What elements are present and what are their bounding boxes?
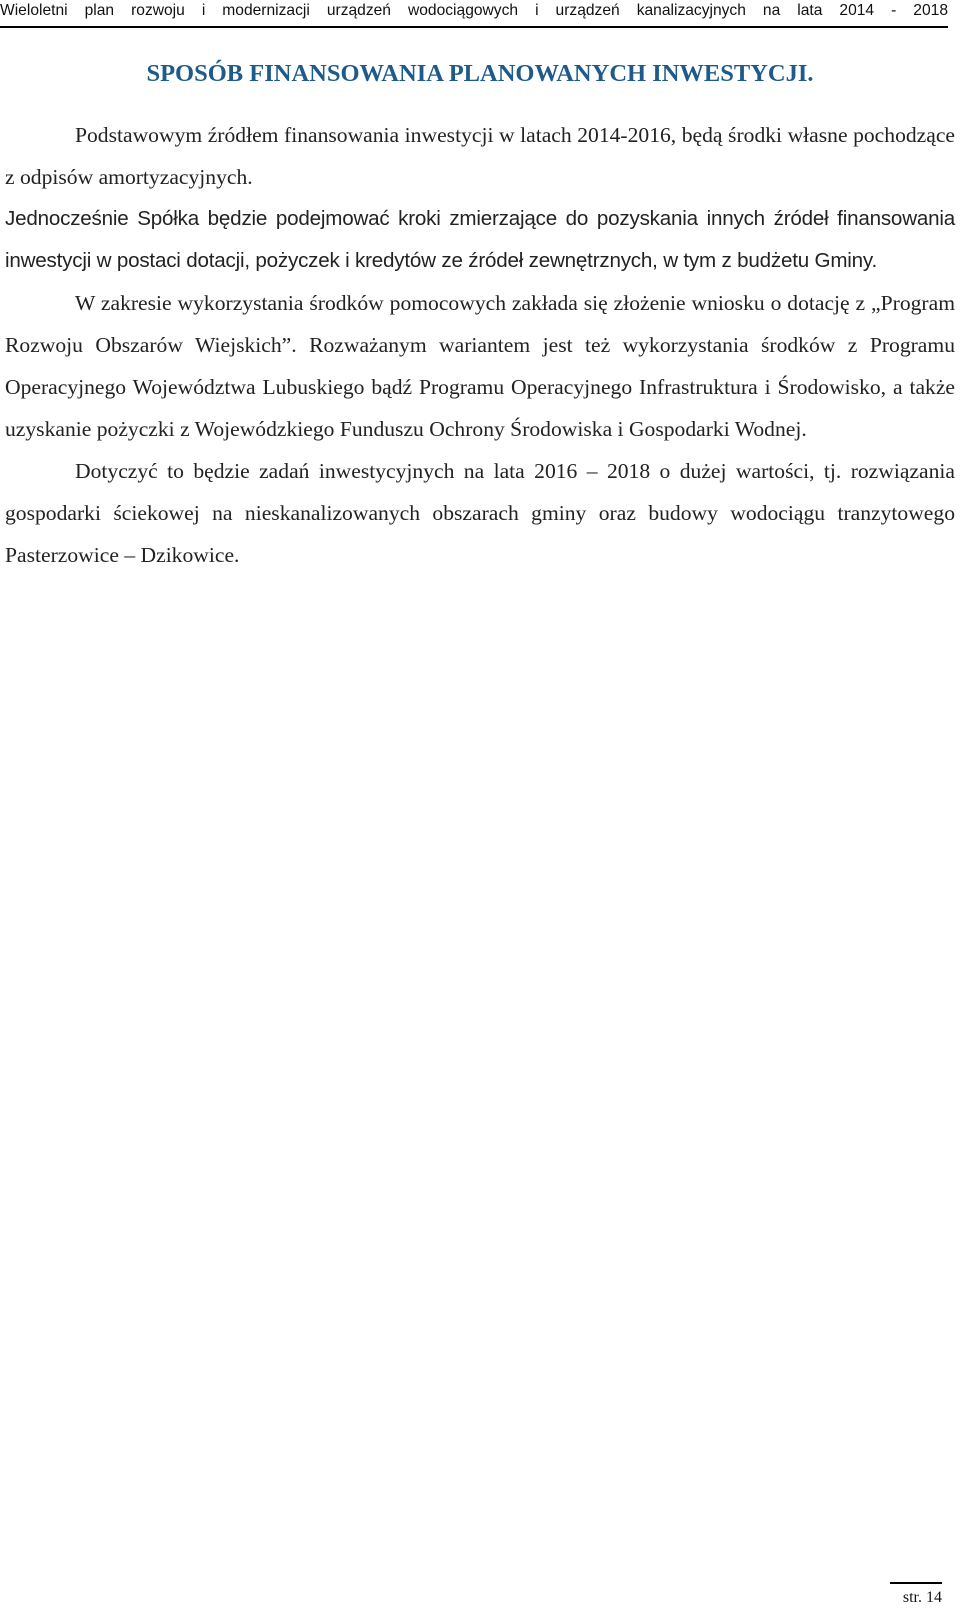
paragraph-aid-funds: W zakresie wykorzystania środków pomocowych zakłada się złożenie wniosku o dotację z „Program Rozwoju Obszarów Wiejskich”. Rozważanym wariantem jest też wykorzystania środków z Programu Operacyjnego Województwa Lubuskiego bądź Programu Operacyjnego Infrastruktura i Środowisko, a także uzyskanie pożyczki z Wojewódzkiego Funduszu Ochrony Środowiska i Gospodarki Wodnej. — [5, 291, 955, 441]
section-heading: SPOSÓB FINANSOWANIA PLANOWANYCH INWESTYCJI. — [146, 60, 814, 87]
page-footer — [890, 1582, 942, 1608]
paragraph-investment-tasks: Dotyczyć to będzie zadań inwestycyjnych na lata 2016 – 2018 o dużej wartości, tj. rozwiązania gospodarki ściekowej na nieskanalizowanych obszarach gminy oraz budowy wodociągu tranzytowego Pasterzowice – Dzikowice. — [5, 459, 955, 567]
page-number: str. 14 — [902, 1589, 942, 1606]
running-header-title: Wieloletni plan rozwoju i modernizacji urządzeń wodociągowych i urządzeń kanalizacyjnych na lata 2014 - 2018 — [0, 2, 948, 19]
paragraph-external-sources: Jednocześnie Spółka będzie podejmować kroki zmierzające do pozyskania innych źródeł finansowania inwestycji w postaci dotacji, pożyczek i kredytów ze źródeł zewnętrznych, w tym z budżetu Gminy. — [5, 207, 955, 272]
paragraph-own-funds: Podstawowym źródłem finansowania inwestycji w latach 2014-2016, będą środki własne pochodzące z odpisów amortyzacyjnych. — [5, 123, 955, 189]
document-body — [5, 114, 955, 576]
running-header — [0, 0, 948, 28]
